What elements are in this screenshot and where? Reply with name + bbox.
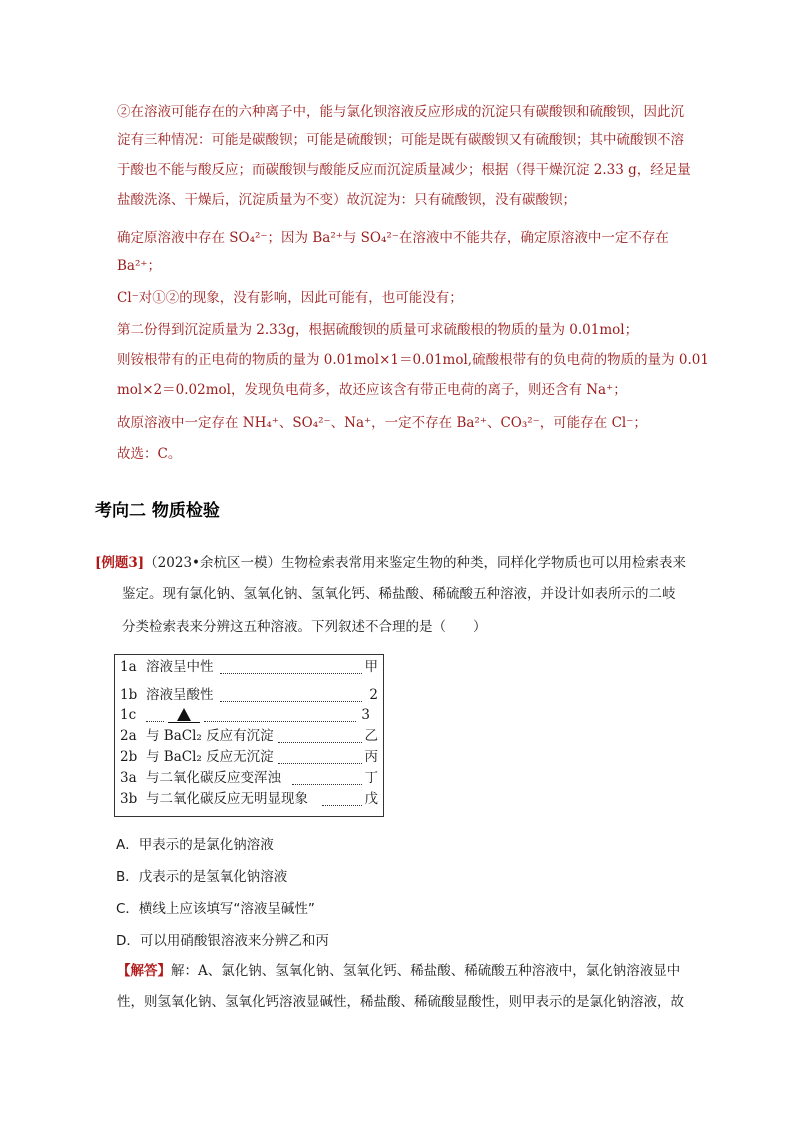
option-c: C．横线上应该填写“溶液呈碱性” bbox=[116, 901, 315, 917]
answer-text: 解：A、氯化钠、氢氧化钠、氢氧化钙、稀盐酸、稀硫酸五种溶液中，氯化钠溶液显中 bbox=[171, 963, 681, 979]
dotted-leader bbox=[204, 721, 356, 722]
analysis-line: 盐酸洗涤、干燥后，沉淀质量为不变）故沉淀为：只有硫酸钡，没有碳酸钡； bbox=[117, 192, 576, 208]
key-text: 溶液呈中性 bbox=[146, 659, 214, 675]
key-result: 甲 bbox=[364, 659, 378, 675]
analysis-line: 淀有三种情况：可能是碳酸钡；可能是硫酸钡；可能是既有碳酸钡又有硫酸钡；其中硫酸钡不溶 bbox=[117, 132, 684, 148]
key-row bbox=[120, 747, 382, 767]
example-line: 分类检索表来分辨这五种溶液。下列叙述不合理的是（ ） bbox=[122, 619, 487, 635]
analysis-line: 则铵根带有的正电荷的物质的量为 0.01mol×1＝0.01mol,硫酸根带有的负电荷的物质的量为 0.01 bbox=[117, 352, 709, 368]
dotted-leader bbox=[322, 805, 362, 806]
key-row bbox=[120, 657, 382, 677]
example-label: [例题3] bbox=[95, 555, 145, 571]
dotted-leader bbox=[220, 701, 362, 702]
key-row bbox=[120, 789, 382, 809]
analysis-line: Ba²⁺； bbox=[117, 258, 162, 274]
key-code: 1a bbox=[120, 659, 137, 675]
answer-line: 性，则氢氧化钠、氢氧化钙溶液显碱性，稀盐酸、稀硫酸显酸性，则甲表示的是氯化钠溶液，故 bbox=[117, 994, 684, 1010]
key-row bbox=[120, 768, 382, 788]
option-b: B．戊表示的是氢氧化钠溶液 bbox=[116, 869, 288, 885]
dotted-leader bbox=[146, 721, 164, 722]
section-heading: 考向二 物质检验 bbox=[95, 501, 220, 521]
key-code: 2b bbox=[120, 749, 138, 765]
analysis-line: 于酸也不能与酸反应；而碳酸钡与酸能反应而沉淀质量减少；根据（得干燥沉淀 2.33 g，经足量 bbox=[117, 162, 691, 178]
key-result: 戊 bbox=[364, 791, 378, 807]
dotted-leader bbox=[292, 784, 362, 785]
key-result: 丙 bbox=[364, 749, 378, 765]
dichotomous-key-table bbox=[114, 654, 384, 817]
key-result: 2 bbox=[369, 687, 378, 703]
analysis-line: ②在溶液可能存在的六种离子中，能与氯化钡溶液反应形成的沉淀只有碳酸钡和硫酸钡，因此沉 bbox=[117, 104, 684, 120]
analysis-line: mol×2＝0.02mol，发现负电荷多，故还应该含有带正电荷的离子，则还含有 Na⁺； bbox=[117, 382, 627, 398]
dotted-leader bbox=[278, 763, 362, 764]
example-line: 鉴定。现有氯化钠、氢氧化钠、氢氧化钙、稀盐酸、稀硫酸五种溶液，并设计如表所示的二岐 bbox=[122, 586, 676, 602]
triangle-marker-icon bbox=[177, 708, 191, 721]
example-first-line bbox=[95, 553, 686, 573]
key-code: 3b bbox=[120, 791, 138, 807]
key-result: 乙 bbox=[364, 728, 378, 744]
key-text: 与 BaCl₂ 反应有沉淀 bbox=[146, 728, 274, 744]
dotted-leader bbox=[278, 742, 362, 743]
option-a: A．甲表示的是氯化钠溶液 bbox=[116, 837, 274, 853]
blank-underline bbox=[168, 722, 200, 723]
analysis-line: 确定原溶液中存在 SO₄²⁻；因为 Ba²⁺与 SO₄²⁻在溶液中不能共存，确定原溶液中一定不存在 bbox=[117, 230, 669, 246]
key-result: 3 bbox=[361, 707, 370, 723]
answer-first-line bbox=[117, 961, 680, 981]
key-text: 溶液呈酸性 bbox=[146, 687, 214, 703]
analysis-line: 故选：C。 bbox=[117, 446, 182, 462]
dotted-leader bbox=[220, 673, 362, 674]
key-code: 2a bbox=[120, 728, 137, 744]
key-code: 3a bbox=[120, 770, 137, 786]
key-text: 与 BaCl₂ 反应无沉淀 bbox=[146, 749, 274, 765]
key-text: 与二氧化碳反应变浑浊 bbox=[146, 770, 281, 786]
analysis-line: Cl⁻对①②的现象，没有影响，因此可能有，也可能没有； bbox=[117, 290, 463, 306]
option-d: D．可以用硝酸银溶液来分辨乙和丙 bbox=[116, 933, 329, 949]
analysis-line: 第二份得到沉淀质量为 2.33g，根据硫酸钡的质量可求硫酸根的物质的量为 0.01mol； bbox=[117, 322, 639, 338]
example-text: （2023•余杭区一模）生物检索表常用来鉴定生物的种类，同样化学物质也可以用检索表来 bbox=[144, 555, 686, 571]
key-result: 丁 bbox=[364, 770, 378, 786]
analysis-line: 故原溶液中一定存在 NH₄⁺、SO₄²⁻、Na⁺，一定不存在 Ba²⁺、CO₃²⁻，可能存在 Cl⁻； bbox=[117, 415, 647, 431]
key-row bbox=[120, 685, 382, 705]
key-code: 1b bbox=[120, 687, 138, 703]
answer-label: 【解答】 bbox=[117, 963, 171, 979]
key-code: 1c bbox=[120, 707, 137, 723]
key-row bbox=[120, 705, 382, 725]
key-row bbox=[120, 726, 382, 746]
key-text: 与二氧化碳反应无明显现象 bbox=[146, 791, 308, 807]
